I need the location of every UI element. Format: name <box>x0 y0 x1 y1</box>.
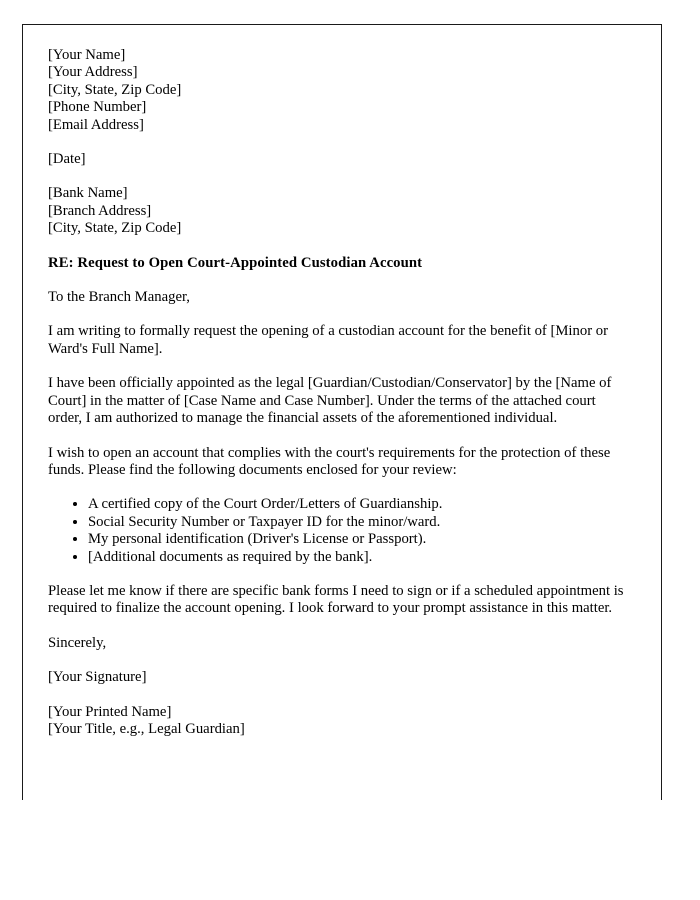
sender-address-line: [Your Name] <box>48 47 126 63</box>
sender-address-line: [City, State, Zip Code] <box>48 81 182 98</box>
date-line: [Date] <box>48 151 86 168</box>
sender-address-line: [Phone Number] <box>48 99 147 116</box>
sender-address-block <box>48 47 630 134</box>
list-item: • My personal identification (Driver's License or Passport). <box>88 531 630 548</box>
list-item: • Social Security Number or Taxpayer ID for the minor/ward. <box>88 514 630 531</box>
list-item: • [Additional documents as required by the bank]. <box>88 549 630 566</box>
salutation: To the Branch Manager, <box>48 289 190 306</box>
enclosure-list <box>48 496 630 566</box>
recipient-address-line: [City, State, Zip Code] <box>48 220 182 237</box>
body-paragraph-3: I wish to open an account that complies with the court's requirements for the protection of these funds. Please find the following documents enclosed for your review: <box>48 444 611 478</box>
sender-address-line: [Your Address] <box>48 64 138 81</box>
recipient-address-line: [Branch Address] <box>48 202 152 219</box>
letter-content <box>48 47 630 738</box>
valediction: Sincerely, <box>48 634 107 651</box>
recipient-address-line: [Bank Name] <box>48 185 128 202</box>
closing-paragraph: Please let me know if there are specific bank forms I need to sign or if a scheduled appointment is required to finalize the account opening. I look forward to your prompt assistance in this matter. <box>48 582 624 617</box>
printed-name-line: [Your Printed Name] <box>48 703 172 720</box>
list-item: • A certified copy of the Court Order/Letters of Guardianship. <box>88 496 630 513</box>
signature-placeholder: [Your Signature] <box>48 669 147 686</box>
sender-address-line: [Email Address] <box>48 116 144 133</box>
document-page <box>22 24 662 800</box>
body-paragraph-2: I have been officially appointed as the legal [Guardian/Custodian/Conservator] by the [Name of Court] in the matter of [Case Name and Case Number]. Under the terms of the attached court order, I am authorized to manage the financial assets of the aforementioned individual. <box>48 375 612 427</box>
recipient-address-block <box>48 185 630 237</box>
body-paragraph-1: I am writing to formally request the opening of a custodian account for the benefit of [Minor or Ward's Full Name]. <box>48 323 608 357</box>
printed-title-line: [Your Title, e.g., Legal Guardian] <box>48 720 245 737</box>
subject-line: RE: Request to Open Court-Appointed Custodian Account <box>48 254 423 271</box>
printed-signature-block <box>48 704 630 739</box>
